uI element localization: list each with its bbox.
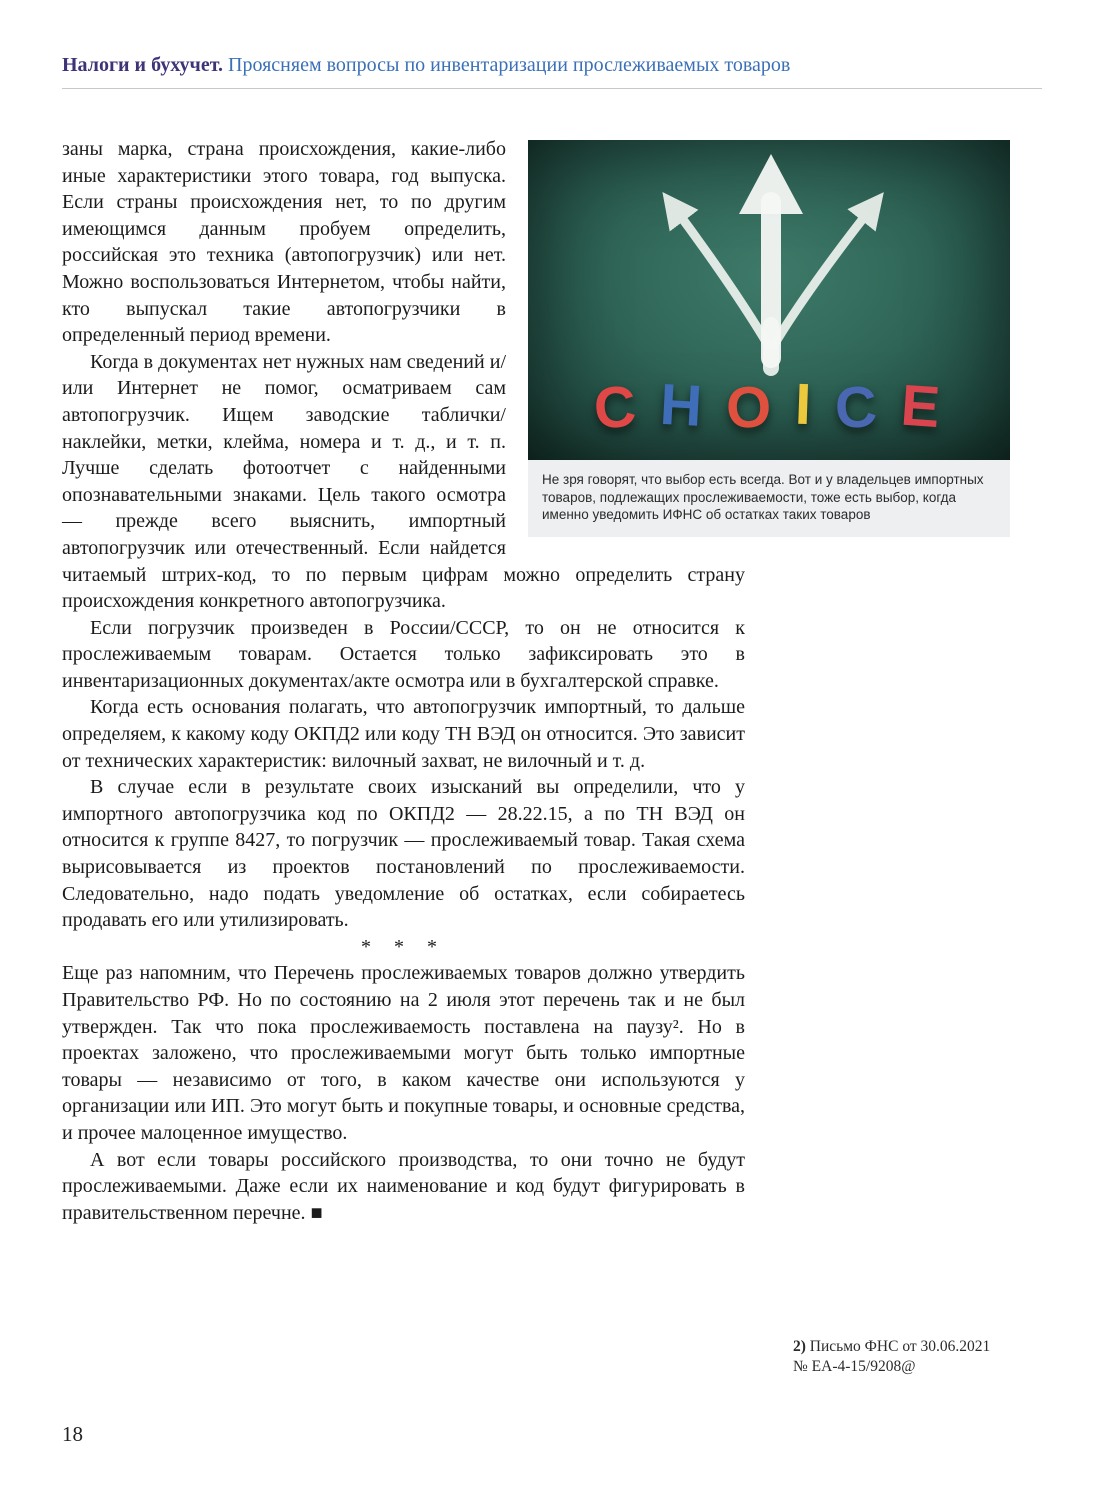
article-body [62,136,984,1226]
footnote-marker: 2) [793,1338,806,1355]
paragraph-2: Когда в документах нет нужных нам сведений и/или Интернет не помог, осматриваем сам автопогрузчик. Ищем заводские таблички/наклейки, метки, клейма, номера и т. д., и т. п. Лучше сделать фотоотчет с найденными опознавательными знаками. Цель такого осмотра — прежде всего выяснить, импортный автопогрузчик или отечественный. Если найдется читаемый штрих-код, то по первым цифрам можно определить страну происхождения конкретного автопогрузчика. [62,350,745,613]
article-title: Проясняем вопросы по инвентаризации прослеживаемых товаров [228,54,791,76]
paragraph-6: Еще раз напомним, что Перечень прослеживаемых товаров должно утвердить Правительство РФ. Но по состоянию на 2 июля этот перечень так и не был утвержден. Так что пока прослеживаемость поставлена на паузу². Но в проектах заложено, что прослеживаемыми могут быть только импортные товары — независимо от того, в каком качестве они используются у организации или ИП. Это могут быть и покупные товары, и основные средства, и прочее малоценное имущество. [62,962,745,1144]
choice-photo [528,140,1010,460]
paragraph-1: заны марка, страна происхождения, какие-либо иные характеристики этого товара, год выпуска. Если страны происхождения нет, то по другим имеющимся данным пробуем определить, российская это техника (автопогрузчик) или нет. Можно воспользоваться Интернетом, чтобы найти, кто выпускал такие автопогрузчики в определенный период времени. [62,138,506,347]
rubric-title: Налоги и бухучет. [62,54,224,76]
choice-letter: H [658,371,708,440]
paragraph-3: Если погрузчик произведен в России/СССР, то он не относится к прослеживаемым товарам. Остается только зафиксировать это в инвентаризационных документах/акте осмотра или в бухгалтерской справке. [62,616,745,692]
page-number: 18 [62,1422,83,1446]
choice-figure [528,140,1010,537]
footnote-text-line1: Письмо ФНС от 30.06.2021 [809,1338,991,1355]
footnote [793,1337,1033,1376]
header-divider [62,88,1042,89]
paragraph-7: А вот если товары российского производства, то они точно не будут прослеживаемыми. Даже если их наименование и код будут фигурировать в правительственном перечне. ■ [62,1148,745,1224]
footnote-text-line2: № ЕА-4-15/9208@ [793,1357,916,1375]
choice-letter: C [591,373,642,442]
choice-letter: C [833,373,883,442]
choice-letter: O [724,374,777,441]
choice-letter: E [899,372,947,441]
paragraph-5: В случае если в результате своих изысканий вы определили, что у импортного автопогрузчика код по ОКПД2 — 28.22.15, а по ТН ВЭД он относится к группе 8427, то погрузчик — прослеживаемый товар. Такая схема вырисовывается из проектов постановлений по прослеживаемости. Следовательно, надо подать уведомление об остатках, если собираетесь продавать его или утилизировать. [62,776,745,932]
paragraph-4: Когда есть основания полагать, что автопогрузчик импортный, то дальше определяем, к какому коду ОКПД2 или коду ТН ВЭД он относится. Это зависит от технических характеристик: вилочный захват, не вилочный и т. д. [62,696,745,772]
figure-caption: Не зря говорят, что выбор есть всегда. Вот и у владельцев импортных товаров, подлежащих прослеживаемости, тоже есть выбор, когда именно уведомить ИФНС об остатках таких товаров [528,460,1010,537]
asterisk-separator: * * * [361,935,446,958]
choice-word [528,369,1010,446]
page-header [62,52,1042,78]
choice-letter: I [794,371,817,438]
choice-arrows-icon [528,140,1010,390]
